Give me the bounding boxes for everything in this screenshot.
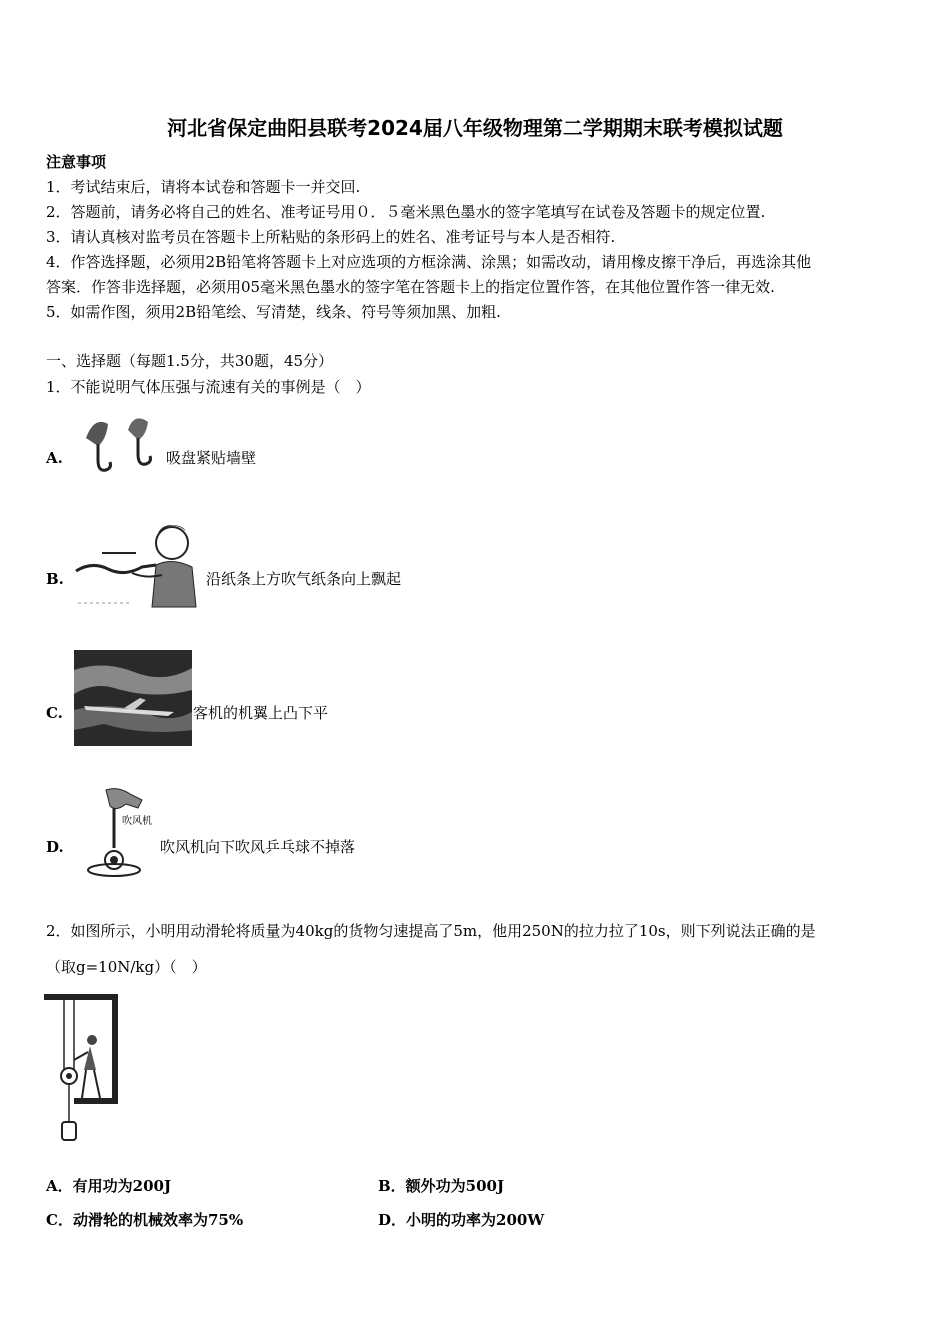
option-letter: D.: [46, 838, 64, 856]
option-letter: B.: [46, 570, 64, 588]
option-letter: A.: [46, 449, 63, 467]
option-a: A．有用功为200J: [46, 1177, 172, 1195]
option-d: D．小明的功率为200W: [378, 1211, 545, 1229]
airplane-wing-image: [74, 650, 192, 746]
suction-cup-image: [76, 410, 166, 488]
notice-item: 3．请认真核对监考员在答题卡上所粘贴的条形码上的姓名、准考证号与本人是否相符.: [46, 228, 616, 246]
section-heading: 一、选择题（每题1.5分，共30题，45分）: [46, 352, 334, 370]
pulley-image: [44, 994, 120, 1154]
notice-heading: 注意事项: [46, 153, 107, 171]
figure-label: 吹风机: [122, 816, 152, 827]
blowing-paper-image: [72, 515, 204, 611]
option-letter: C.: [46, 704, 63, 722]
option-text: 沿纸条上方吹气纸条向上飘起: [206, 570, 402, 588]
option-b: B．额外功为500J: [378, 1177, 505, 1195]
notice-item: 2．答题前，请务必将自己的姓名、准考证号用０．５毫米黑色墨水的签字笔填写在试卷及答题卡的规定位置.: [46, 203, 766, 221]
page-title: 河北省保定曲阳县联考2024届八年级物理第二学期期末联考模拟试题: [167, 116, 783, 140]
question-stem-cont: （取g=10N/kg）（ ）: [46, 958, 207, 976]
notice-item: 1．考试结束后，请将本试卷和答题卡一并交回.: [46, 178, 361, 196]
hair-dryer-image: [86, 786, 156, 882]
notice-item: 5．如需作图，须用2B铅笔绘、写清楚，线条、符号等须加黑、加粗.: [46, 303, 501, 321]
option-text: 吸盘紧贴墙壁: [166, 449, 257, 467]
option-text: 吹风机向下吹风乒乓球不掉落: [160, 838, 356, 856]
option-text: 客机的机翼上凸下平: [193, 704, 329, 722]
notice-item: 4．作答选择题，必须用2B铅笔将答题卡上对应选项的方框涂满、涂黑；如需改动，请用橡皮擦干净后，再选涂其他: [46, 253, 812, 271]
notice-item: 答案．作答非选择题，必须用05毫米黑色墨水的签字笔在答题卡上的指定位置作答，在其他位置作答一律无效.: [46, 278, 775, 296]
option-c: C．动滑轮的机械效率为75%: [46, 1211, 244, 1229]
question-stem: 2．如图所示，小明用动滑轮将质量为40kg的货物匀速提高了5m，他用250N的拉力拉了10s，则下列说法正确的是: [46, 922, 816, 940]
question-stem: 1．不能说明气体压强与流速有关的事例是（ ）: [46, 378, 371, 396]
